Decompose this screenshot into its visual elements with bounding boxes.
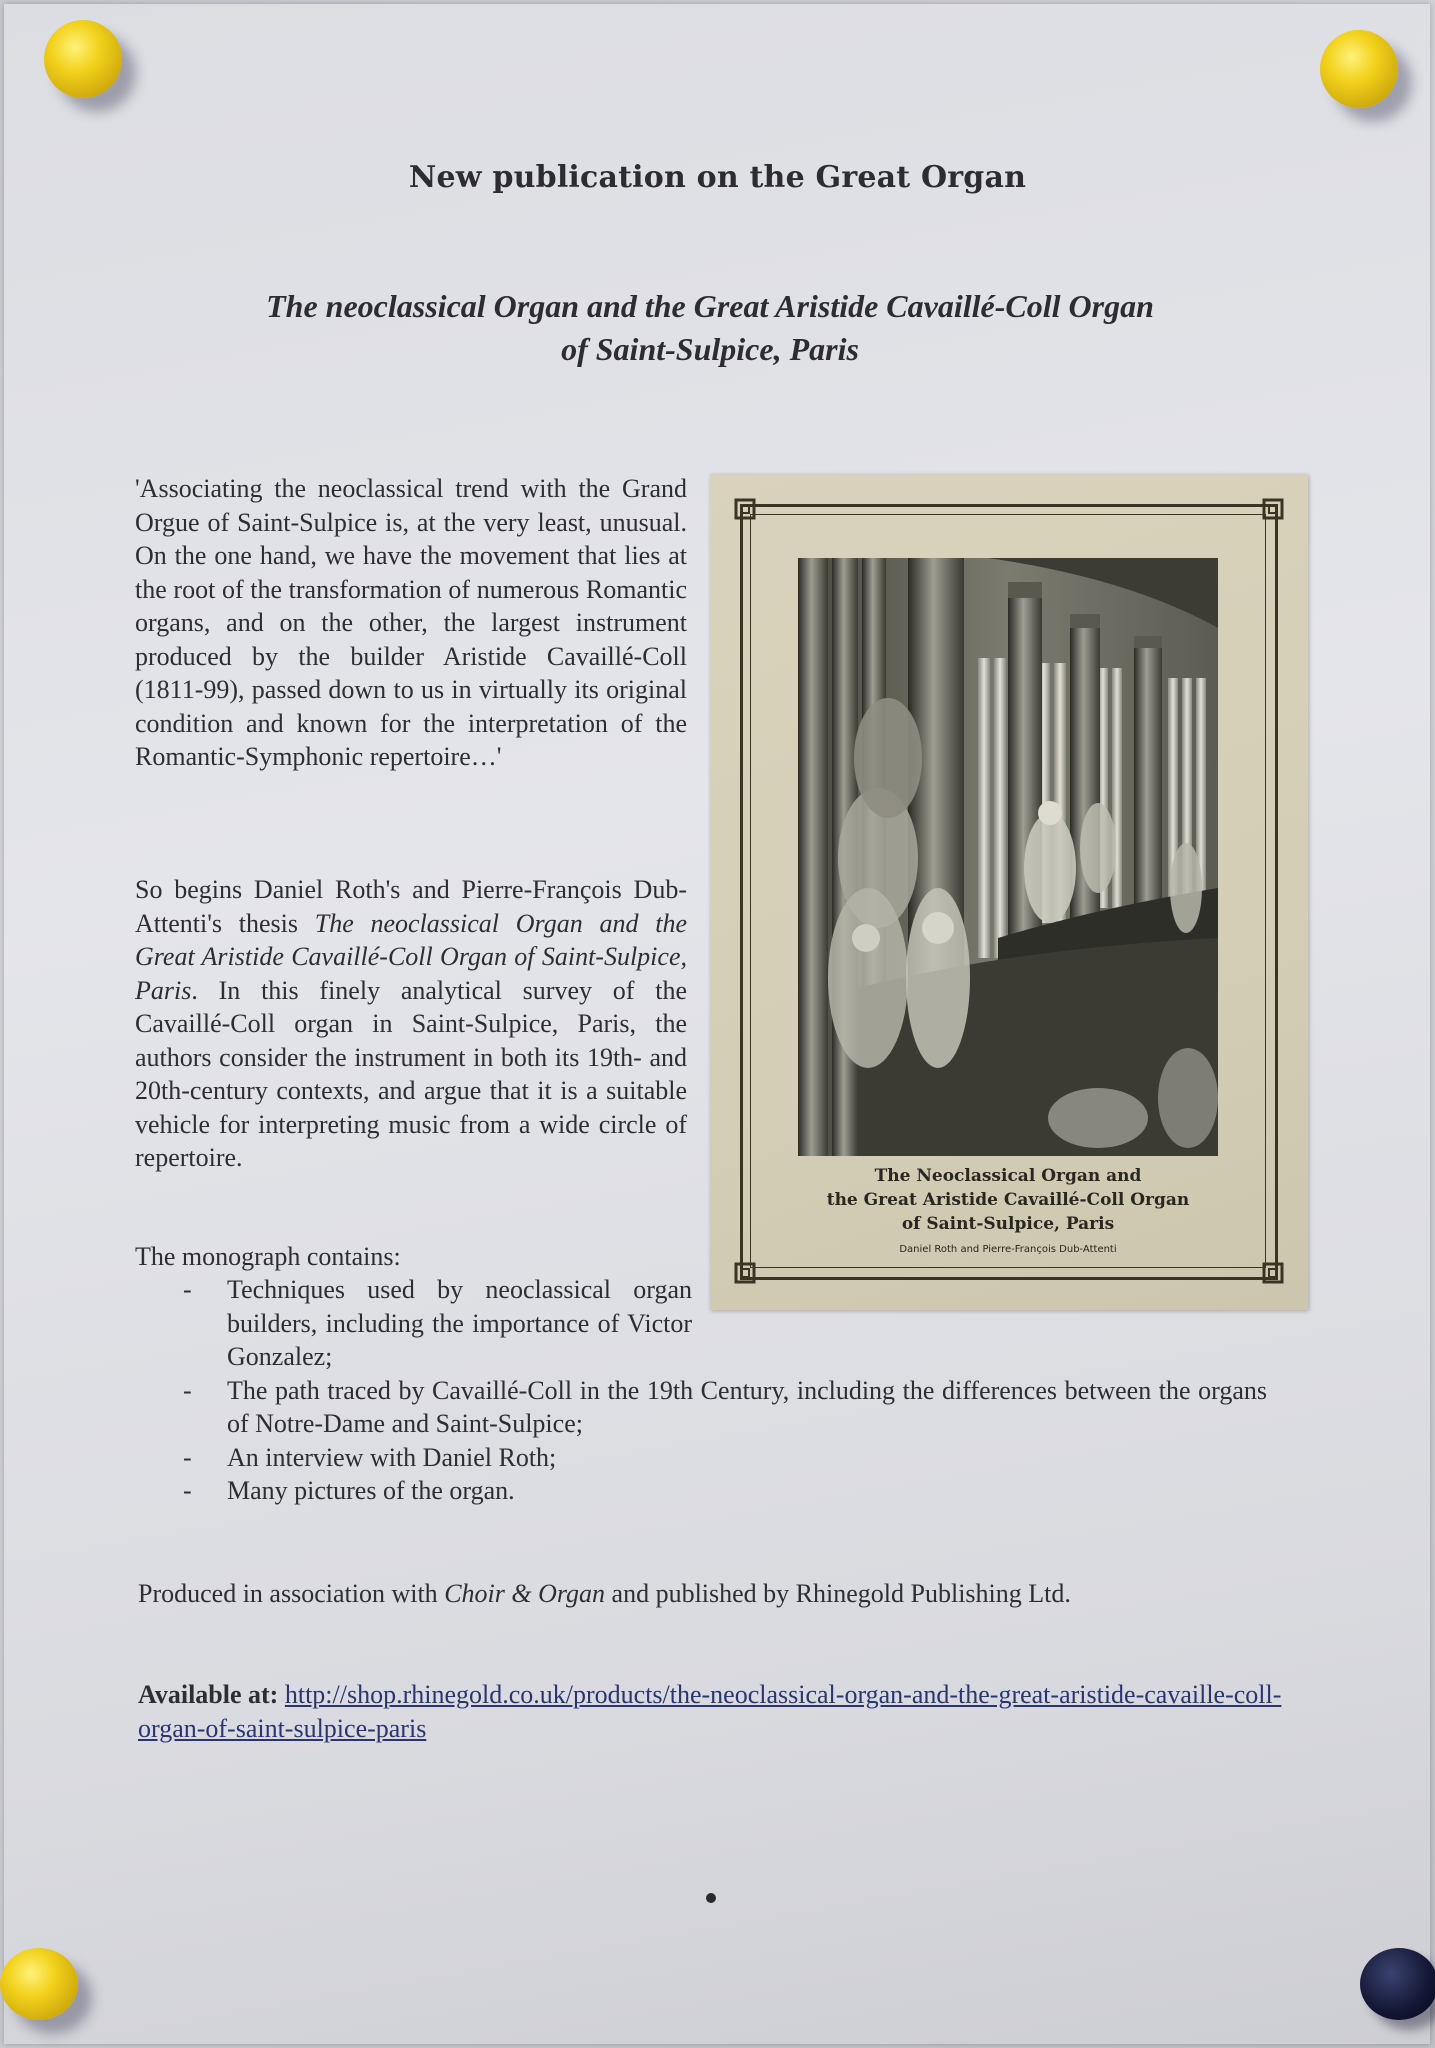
list-dash: -	[183, 1476, 192, 1505]
list-item-text: Many pictures of the organ.	[227, 1476, 515, 1505]
list-item	[135, 1374, 1267, 1441]
contents-label	[135, 1240, 687, 1274]
cover-caption: the Great Aristide Cavaillé-Coll Organ	[826, 1190, 1190, 1210]
paper-speck	[706, 1893, 716, 1903]
publisher-lead: Produced in association with	[138, 1579, 445, 1608]
intro-paragraph	[135, 873, 687, 1175]
list-dash: -	[183, 1442, 192, 1472]
cover-caption: The Neoclassical Organ and	[874, 1166, 1142, 1186]
list-item-text: An interview with Daniel Roth;	[227, 1442, 557, 1472]
organ-case-photo	[798, 558, 1218, 1156]
page-title: New publication on the Great Organ	[408, 160, 1027, 195]
ornament-corner-icon	[1262, 498, 1284, 520]
yellow-pushpin-icon	[44, 20, 122, 98]
quote-paragraph	[135, 472, 687, 774]
publisher-rest: and published by Rhinegold Publishing Ltd.	[605, 1579, 1071, 1608]
intro-book-title: The neoclassical Organ and the Great Aristide Cavaillé-Coll Organ of Saint-Sulpice, Paris	[135, 908, 687, 1005]
list-item	[135, 1273, 692, 1374]
cover-caption: of Saint-Sulpice, Paris	[901, 1214, 1115, 1234]
intro-lead: So begins Daniel Roth's and Pierre-François Dub-Attenti's thesis	[135, 875, 687, 938]
available-label: Available at:	[138, 1680, 279, 1709]
publisher-note	[138, 1577, 1288, 1611]
yellow-pushpin-icon	[1320, 30, 1398, 108]
book-cover	[710, 474, 1308, 1310]
contents-label-text: The monograph contains:	[135, 1242, 401, 1271]
list-item	[135, 1441, 1265, 1475]
book-title-line: The neoclassical Organ and the Great Aristide Cavaillé-Coll Organ	[266, 288, 1154, 324]
yellow-pushpin-icon	[0, 1948, 78, 2020]
shop-link[interactable]: http://shop.rhinegold.co.uk/products/the-neoclassical-organ-and-the-great-aristide-cavaille-coll-organ-of-saint-sulpice-paris	[138, 1680, 1282, 1743]
magazine-name: Choir & Organ	[444, 1579, 606, 1608]
book-title	[160, 285, 1260, 371]
availability	[138, 1678, 1288, 1746]
navy-pushpin-icon	[1360, 1948, 1435, 2020]
ornament-corner-icon	[734, 498, 756, 520]
cover-authors: Daniel Roth and Pierre-François Dub-Attenti	[899, 1244, 1117, 1255]
ornament-corner-icon	[734, 1262, 756, 1284]
list-item-text: The path traced by Cavaillé-Coll in the 19th Century, including the differences between the organs of Notre-Dame and Saint-Sulpice;	[227, 1375, 1267, 1438]
intro-text	[135, 873, 687, 1175]
list-dash: -	[183, 1375, 192, 1405]
list-dash: -	[183, 1275, 192, 1304]
list-item-text: Techniques used by neoclassical organ builders, including the importance of Victor Gonzalez;	[227, 1275, 692, 1371]
ornament-corner-icon	[1262, 1262, 1284, 1284]
list-item	[135, 1474, 1265, 1508]
book-title-line: of Saint-Sulpice, Paris	[561, 331, 859, 367]
quote-text: 'Associating the neoclassical trend with the Grand Orgue of Saint-Sulpice is, at the very least, unusual. On the one hand, we have the movement that lies at the root of the transformation of numerous Romantic organs, and on the other, the largest instrument produced by the builder Aristide Cavaillé-Coll (1811-99), passed down to us in virtually its original condition and known for the interpretation of the Romantic-Symphonic repertoire…'	[135, 474, 687, 771]
intro-rest: . In this finely analytical survey of the Cavaillé-Coll organ in Saint-Sulpice, Paris, the authors consider the instrument in both its 19th- and 20th-century contexts, and argue that it is a suitable vehicle for interpreting music from a wide circle of repertoire.	[135, 975, 687, 1172]
